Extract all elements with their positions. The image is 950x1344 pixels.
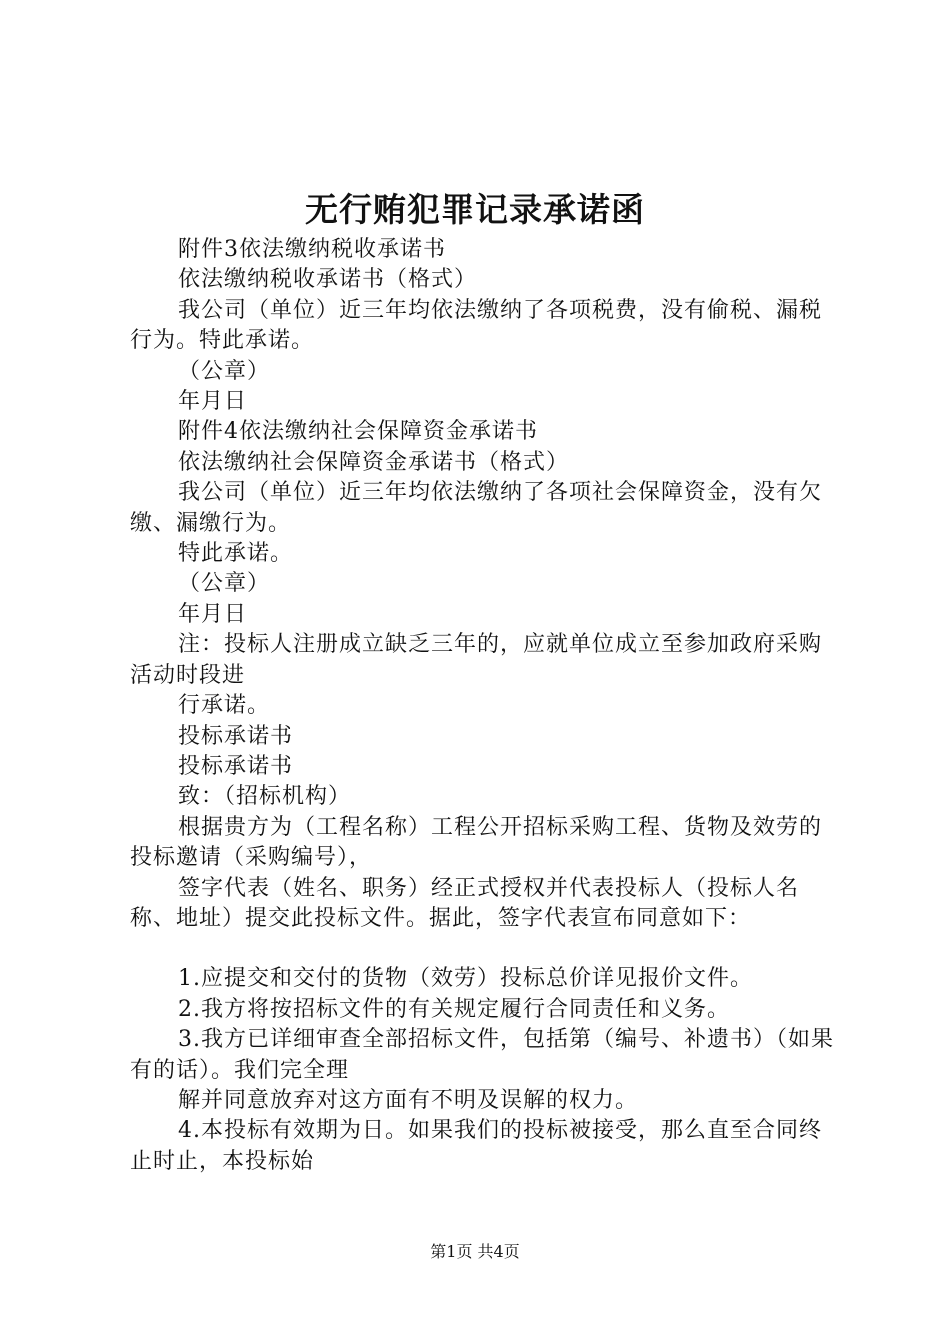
paragraph: 投标承诺书 [178,753,294,779]
paragraph: 依法缴纳社会保障资金承诺书（格式） [178,449,570,475]
page-footer: 第1页 共4页 [430,1242,520,1261]
paragraph: 2.我方将按招标文件的有关规定履行合同责任和义务。 [178,996,730,1022]
paragraph: 我公司（单位）近三年均依法缴纳了各项社会保障资金，没有欠缴、漏缴行为。 [130,480,823,536]
paragraph: 1.应提交和交付的货物（效劳）投标总价详见报价文件。 [178,966,753,992]
paragraph: 签字代表（姓名、职务）经正式授权并代表投标人（投标人名称、地址）提交此投标文件。据此，签字代表宣布同意如下： [130,875,800,931]
paragraph: 注：投标人注册成立缺乏三年的，应就单位成立至参加政府采购活动时段进 [130,632,823,688]
paragraph: 附件4依法缴纳社会保障资金承诺书 [178,419,538,445]
document-title: 无行贿犯罪记录承诺函 [305,190,645,229]
document-body [130,235,840,1177]
paragraph: 行承诺。 [178,693,271,719]
paragraph: 我公司（单位）近三年均依法缴纳了各项税费，没有偷税、漏税行为。特此承诺。 [130,297,823,354]
paragraph: 根据贵方为（工程名称）工程公开招标采购工程、货物及效劳的投标邀请（采购编号）， [130,814,823,871]
paragraph: 4.本投标有效期为日。如果我们的投标被接受，那么直至合同终止时止，本投标始 [130,1118,822,1174]
paragraph: 年月日 [178,601,248,627]
paragraph: 年月日 [178,389,248,415]
paragraph: 投标承诺书 [178,723,294,749]
paragraph: 3.我方已详细审查全部招标文件，包括第（编号、补遗书）（如果有的话）。我们完全理 [130,1027,834,1083]
paragraph: （公章） [178,571,271,597]
paragraph: 致：（招标机构） [178,784,352,810]
paragraph: 附件3依法缴纳税收承诺书 [178,237,446,262]
paragraph: 依法缴纳税收承诺书（格式） [178,267,478,293]
paragraph: 特此承诺。 [178,541,294,567]
paragraph: 解并同意放弃对这方面有不明及误解的权力。 [178,1087,639,1113]
paragraph: （公章） [178,358,271,384]
